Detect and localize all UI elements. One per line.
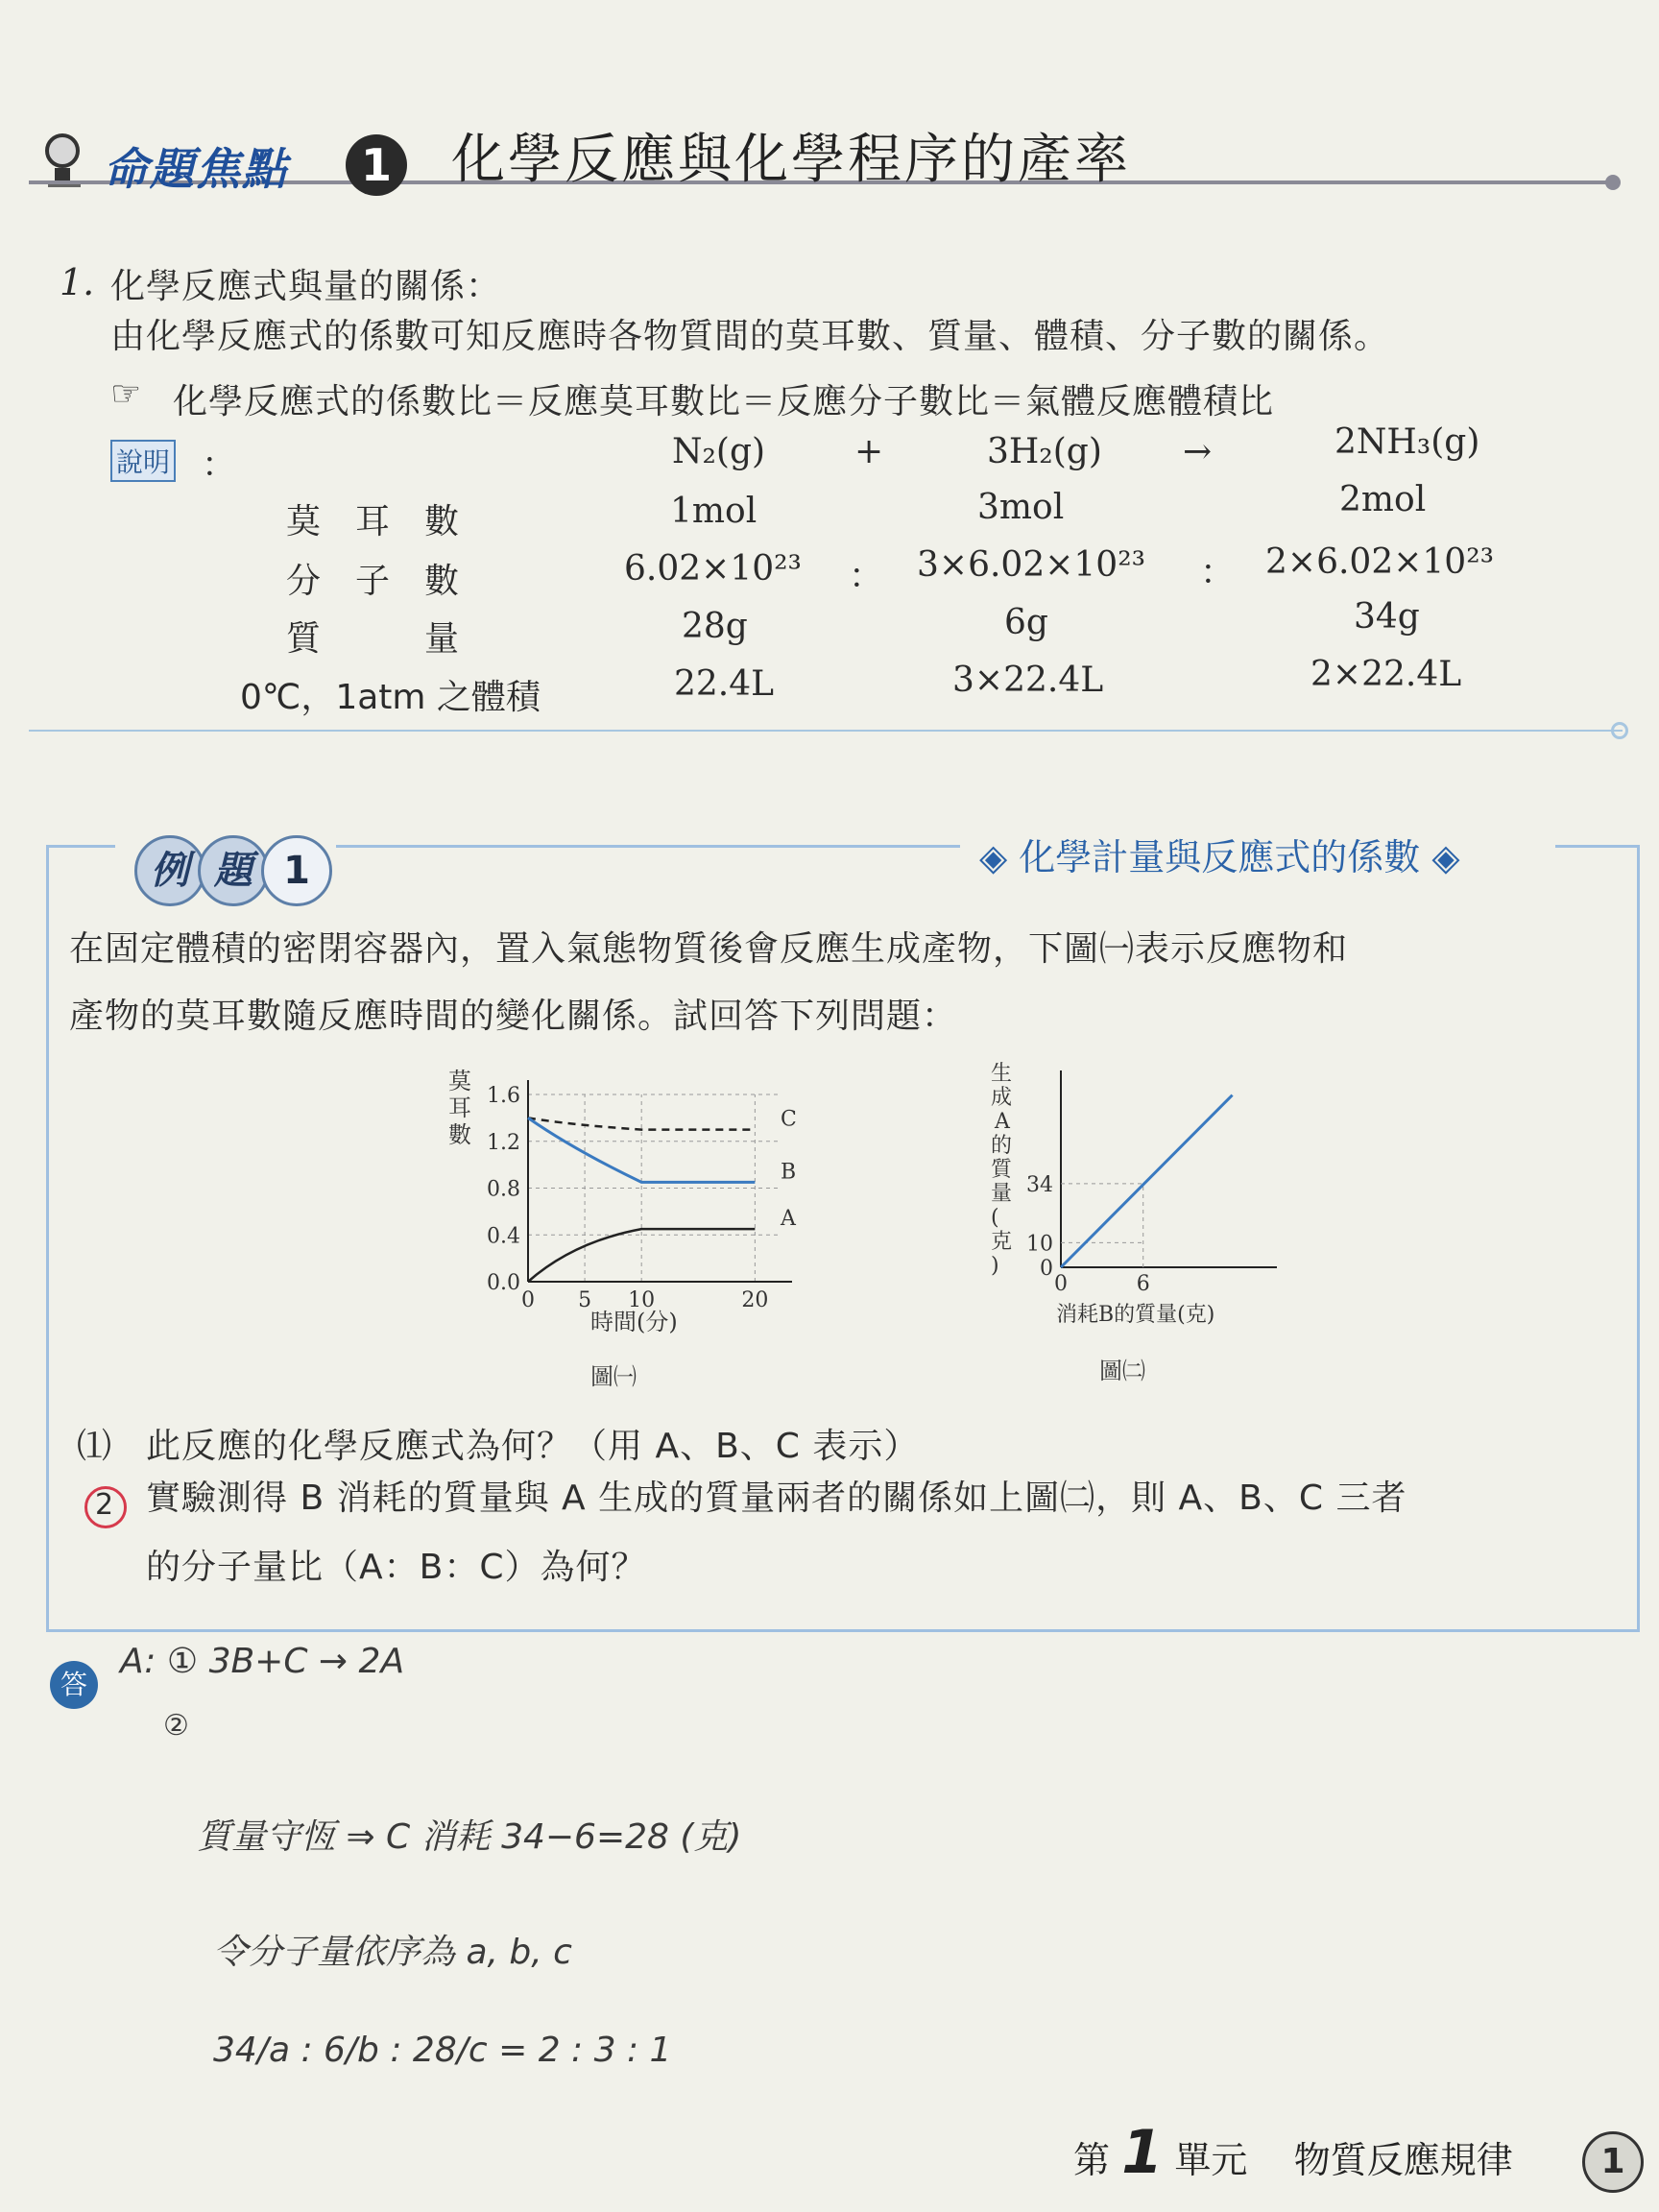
row-label-volume: 0℃，1atm 之體積: [240, 678, 541, 717]
chart2-xtick-label: 0: [1054, 1272, 1068, 1296]
chart2-caption: 圖㈡: [1099, 1358, 1145, 1384]
row-mass-n2: 28g: [682, 607, 748, 646]
row-molecules-nh3: 2×6.02×10²³: [1265, 542, 1495, 582]
chart1-series-label-A: A: [781, 1207, 796, 1232]
answer-badge: 答: [50, 1661, 98, 1709]
eq-reactant-1: N₂(g): [672, 432, 766, 471]
chart1-ytick-label: 0.8: [487, 1177, 520, 1202]
footer-unit-title: 物質反應規律: [1293, 2139, 1513, 2181]
explain-tag: 說明: [110, 440, 176, 482]
row-volume-n2: 22.4L: [674, 664, 775, 704]
row-label-mass: 質 量: [286, 619, 460, 659]
example-number: 1: [261, 835, 332, 906]
row-mass-nh3: 34g: [1354, 597, 1420, 637]
question-1-number: ⑴: [77, 1427, 113, 1466]
chart2-ylabel-7: (: [991, 1206, 999, 1230]
row-moles-h2: 3mol: [977, 488, 1065, 527]
chart-moles-vs-time: [437, 1066, 802, 1392]
example-label: [134, 835, 325, 906]
chart1-ylabel-3: 數: [448, 1121, 471, 1148]
chart2-ytick-label: 10: [1026, 1232, 1053, 1257]
footer-unit-suffix: 單元: [1174, 2139, 1248, 2181]
row-molecules-sep-2: ：: [1200, 553, 1236, 592]
focus-badge: 命題焦點: [104, 143, 288, 195]
section-divider-end: [1611, 722, 1628, 739]
section-number: 1.: [60, 261, 95, 303]
answer-line-5: 34/a : 6/b : 28/c = 2 : 3 : 1: [213, 2031, 672, 2070]
pointer-icon: ☞: [110, 374, 143, 414]
chart1-ylabel-2: 耳: [448, 1094, 471, 1121]
chart1-ytick-label: 0.0: [487, 1271, 520, 1295]
example-stem-line-1: 在固定體積的密閉容器內，置入氣態物質後會反應生成產物，下圖㈠表示反應物和: [69, 929, 1349, 969]
chart2-xlabel: 消耗B的質量(克): [1056, 1303, 1215, 1327]
question-2-number: 2: [95, 1488, 115, 1522]
row-molecules-n2: 6.02×10²³: [624, 549, 802, 589]
chart1-caption: 圖㈠: [590, 1363, 637, 1390]
chart2-series-line: [1061, 1095, 1233, 1267]
answer-line-4: 令分子量依序為 a, b, c: [213, 1933, 572, 1972]
question-2-line-2: 的分子量比（A：B：C）為何？: [146, 1548, 647, 1587]
example-label-char-2: 題: [198, 835, 269, 906]
section-divider: [29, 730, 1623, 732]
chart1-series-label-B: B: [781, 1160, 797, 1185]
chart1-ylabel-1: 莫: [448, 1068, 471, 1094]
chart1-ytick-label: 1.2: [487, 1130, 520, 1155]
chart-massA-vs-massB: [989, 1061, 1296, 1392]
section-line-2: 化學反應式的係數比＝反應莫耳數比＝反應分子數比＝氣體反應體積比: [173, 382, 1275, 421]
chart1-xtick-label: 0: [521, 1288, 535, 1312]
footer-unit-number: 1: [1121, 2117, 1164, 2187]
chart2-ylabel-5: 質: [991, 1158, 1013, 1182]
chart1-ytick-label: 1.6: [487, 1084, 520, 1108]
answer-line-2: ②: [163, 1709, 189, 1743]
footer-unit: [1073, 2117, 1513, 2187]
eq-plus: +: [854, 432, 884, 471]
page-title: 化學反應與化學程序的產率: [451, 129, 1131, 191]
example-topic: ◈ 化學計量與反應式的係數 ◈: [979, 836, 1460, 878]
answer-line-1: A: ① 3B+C → 2A: [120, 1642, 405, 1681]
page-number: 1: [1582, 2131, 1644, 2193]
row-molecules-sep-1: ：: [849, 557, 884, 596]
row-molecules-h2: 3×6.02×10²³: [917, 545, 1146, 585]
chart2-ylabel-2: 成: [991, 1086, 1013, 1110]
question-2-line-1: 實驗測得 B 消耗的質量與 A 生成的質量兩者的關係如上圖㈡，則 A、B、C 三者: [146, 1479, 1407, 1518]
eq-reactant-2: 3H₂(g): [987, 432, 1102, 471]
chart1-series-label-C: C: [781, 1107, 797, 1132]
focus-badge-number: 1: [346, 134, 407, 196]
row-label-molecules: 分 子 數: [286, 562, 460, 601]
row-label-moles: 莫 耳 數: [286, 502, 460, 541]
explain-colon: ：: [202, 445, 238, 485]
chart1-xtick-label: 10: [628, 1288, 656, 1312]
example-label-char-1: 例: [134, 835, 205, 906]
chart2-ylabel-8: 克: [991, 1230, 1013, 1254]
eq-arrow: →: [1183, 432, 1213, 471]
row-moles-n2: 1mol: [670, 492, 757, 531]
chart2-ytick-label: 34: [1026, 1172, 1053, 1197]
chart1-ytick-label: 0.4: [487, 1224, 520, 1249]
answer-line-3: 質量守恆 ⇒ C 消耗 34−6=28 (克): [197, 1817, 742, 1857]
row-volume-nh3: 2×22.4L: [1310, 655, 1462, 694]
header-rule-end: [1605, 175, 1621, 190]
section-heading: 化學反應式與量的關係：: [110, 267, 502, 306]
chart1-xtick-label: 20: [741, 1288, 769, 1312]
example-stem-line-2: 產物的莫耳數隨反應時間的變化關係。試回答下列問題：: [69, 997, 958, 1036]
section-line-1: 由化學反應式的係數可知反應時各物質間的莫耳數、質量、體積、分子數的關係。: [110, 317, 1390, 356]
chart2-ylabel-4: 的: [991, 1134, 1013, 1158]
footer-unit-prefix: 第: [1073, 2139, 1111, 2181]
row-moles-nh3: 2mol: [1339, 480, 1427, 519]
chart2-ytick-label: 0: [1040, 1257, 1053, 1281]
eq-product: 2NH₃(g): [1334, 422, 1480, 462]
chart1-xlabel: 時間(分): [590, 1309, 678, 1335]
chart2-ylabel-3: A: [995, 1110, 1010, 1134]
chart2-ylabel-9: ): [991, 1254, 999, 1278]
question-1: 此反應的化學反應式為何？（用 A、B、C 表示）: [146, 1427, 920, 1466]
chart2-ylabel-1: 生: [991, 1062, 1013, 1086]
row-volume-h2: 3×22.4L: [952, 661, 1104, 700]
chart2-ylabel-6: 量: [991, 1182, 1013, 1206]
chart2-xtick-label: 6: [1136, 1272, 1150, 1296]
row-mass-h2: 6g: [1004, 603, 1048, 642]
chart1-xtick-label: 5: [578, 1288, 592, 1312]
